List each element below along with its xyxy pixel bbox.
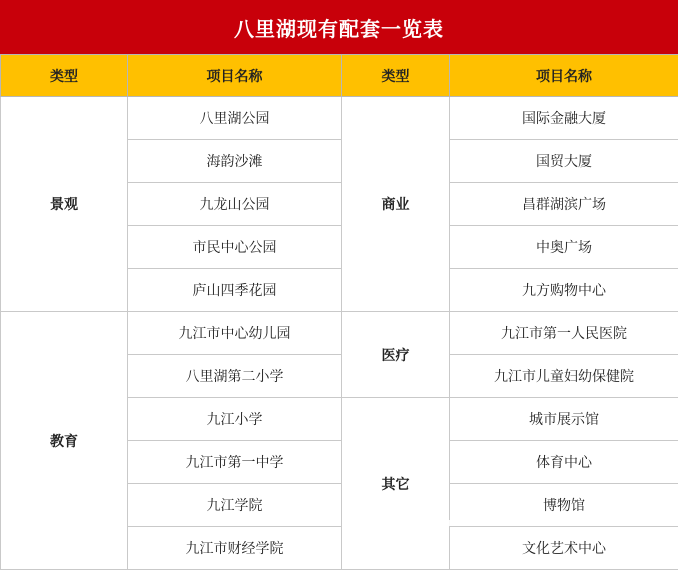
item-cell: 中奥广场 <box>450 226 678 269</box>
item-cell: 九江市财经学院 <box>128 527 342 570</box>
type-cell-education: 教育 <box>1 312 128 570</box>
item-cell: 九江市儿童妇幼保健院 <box>450 355 678 398</box>
item-cell: 九江小学 <box>128 398 342 441</box>
item-cell: 九方购物中心 <box>450 269 678 312</box>
type-cell-commerce: 商业 <box>342 97 450 312</box>
item-cell: 海韵沙滩 <box>128 140 342 183</box>
item-cell: 九龙山公园 <box>128 183 342 226</box>
table-row <box>1 97 678 140</box>
item-cell: 国际金融大厦 <box>450 97 678 140</box>
item-cell: 市民中心公园 <box>128 226 342 269</box>
item-cell: 文化艺术中心 <box>450 527 678 570</box>
header-name-right: 项目名称 <box>450 55 678 97</box>
item-cell: 九江市第一中学 <box>128 441 342 484</box>
type-cell-other: 其它 <box>342 398 450 570</box>
item-cell: 庐山四季花园 <box>128 269 342 312</box>
item-cell: 九江市中心幼儿园 <box>128 312 342 355</box>
header-name-left: 项目名称 <box>128 55 342 97</box>
item-cell: 国贸大厦 <box>450 140 678 183</box>
header-type-right: 类型 <box>342 55 450 97</box>
item-cell: 城市展示馆 <box>450 398 678 441</box>
item-cell: 九江市第一人民医院 <box>450 312 678 355</box>
item-cell: 九江学院 <box>128 484 342 527</box>
item-cell: 体育中心 <box>450 441 678 484</box>
item-cell: 八里湖公园 <box>128 97 342 140</box>
facility-table <box>0 54 678 570</box>
header-type-left: 类型 <box>1 55 128 97</box>
item-cell: 八里湖第二小学 <box>128 355 342 398</box>
overlay-strip <box>448 520 678 526</box>
item-cell: 昌群湖滨广场 <box>450 183 678 226</box>
type-cell-scenery: 景观 <box>1 97 128 312</box>
page-title: 八里湖现有配套一览表 <box>0 0 678 54</box>
table-row <box>1 312 678 355</box>
type-cell-medical: 医疗 <box>342 312 450 398</box>
header-row <box>1 55 678 97</box>
item-cell: 博物馆 <box>450 484 678 527</box>
